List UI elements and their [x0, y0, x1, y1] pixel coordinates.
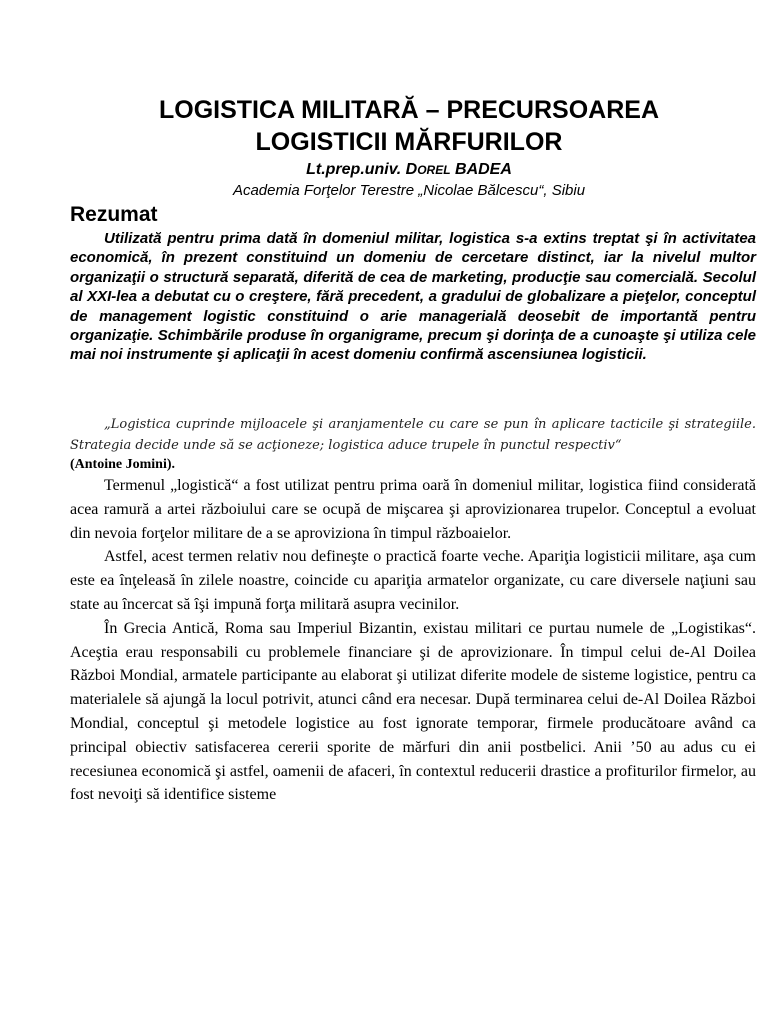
author-affiliation: Academia Forţelor Terestre „Nicolae Bălcescu“, Sibiu [232, 182, 586, 199]
author-first-initial: D [405, 161, 418, 178]
body-text [70, 474, 756, 807]
author-last-name: BADEA [450, 161, 512, 178]
title-line-2: LOGISTICII MĂRFURILOR [255, 128, 563, 156]
epigraph-quote: „Logistica cuprinde mijloacele şi aranjamentele cu care se pun în aplicare tacticile şi strategiile. Strategia decide unde să se acţioneze; logistica aduce trupele în punctul respectiv“ [70, 417, 756, 453]
body-paragraph-3: În Grecia Antică, Roma sau Imperiul Bizantin, existau militari ce purtau numele de „Logistikas“. Aceştia erau responsabili cu problemele financiare şi de aprovizionare. În timpul celui de-Al Doilea Război Mondial, armatele participante au elaborat şi utilizat diferite modele de sisteme logistice, pentru ca materialele să ajungă la locul potrivit, atunci când era necesar. După terminarea celui de-Al Doilea Război Mondial, conceptul şi metodele logistice au fost ignorate temporar, firmele producătoare având ca principal obiectiv satisfacerea cererii sporite de mărfuri din anii postbelici. Anii ’50 au adus cu ei recesiunea economică şi astfel, oamenii de afaceri, în contextul reducerii drastice a profiturilor firmelor, au fost nevoiţi să identifice sisteme [70, 619, 756, 804]
author-first-rest: OREL [417, 163, 451, 177]
body-paragraph-2: Astfel, acest termen relativ nou defineşte o practică foarte veche. Apariţia logisticii militare, aşa cum este ea înţeleasă în zilele noastre, coincide cu apariţia armatelor organizate, cu care diversele naţiuni sau state au încercat să îşi impună forţa militară asupra vecinilor. [70, 548, 756, 613]
author-prefix: Lt.prep.univ. [306, 161, 406, 178]
abstract-heading: Rezumat [70, 203, 158, 226]
title-line-1: LOGISTICA MILITARĂ – PRECURSOAREA [158, 96, 659, 124]
body-paragraph-1: Termenul „logistică“ a fost utilizat pentru prima oară în domeniul militar, logistica fiind considerată acea ramură a artei războiului care se ocupă de mişcarea şi aprovizionarea trupelor. Conceptul a evoluat din nevoia forţelor militare de a se aproviziona în timpul războaielor. [70, 477, 756, 542]
epigraph-author: (Antoine Jomini). [70, 457, 175, 472]
author-line [70, 160, 748, 180]
abstract-text: Utilizată pentru prima dată în domeniul militar, logistica s-a extins treptat şi în activitatea economică, în prezent constituind un domeniu de cercetare distinct, iar la nivelul multor organizaţii o structură separată, diferită de cea de marketing, producţie sau comercială. Secolul al XXI-lea a debutat cu o creştere, fără precedent, a gradului de globalizare a pieţelor, conceptul de management logistic constituind o arie managerială deosebit de importantă pentru organizaţie. Schimbările produse în organigrame, precum şi dorinţa de a cunoaşte şi utiliza cele mai noi instrumente şi aplicaţii în acest domeniu confirmă ascensiunea logisticii. [70, 230, 756, 364]
paper-title [70, 94, 748, 158]
